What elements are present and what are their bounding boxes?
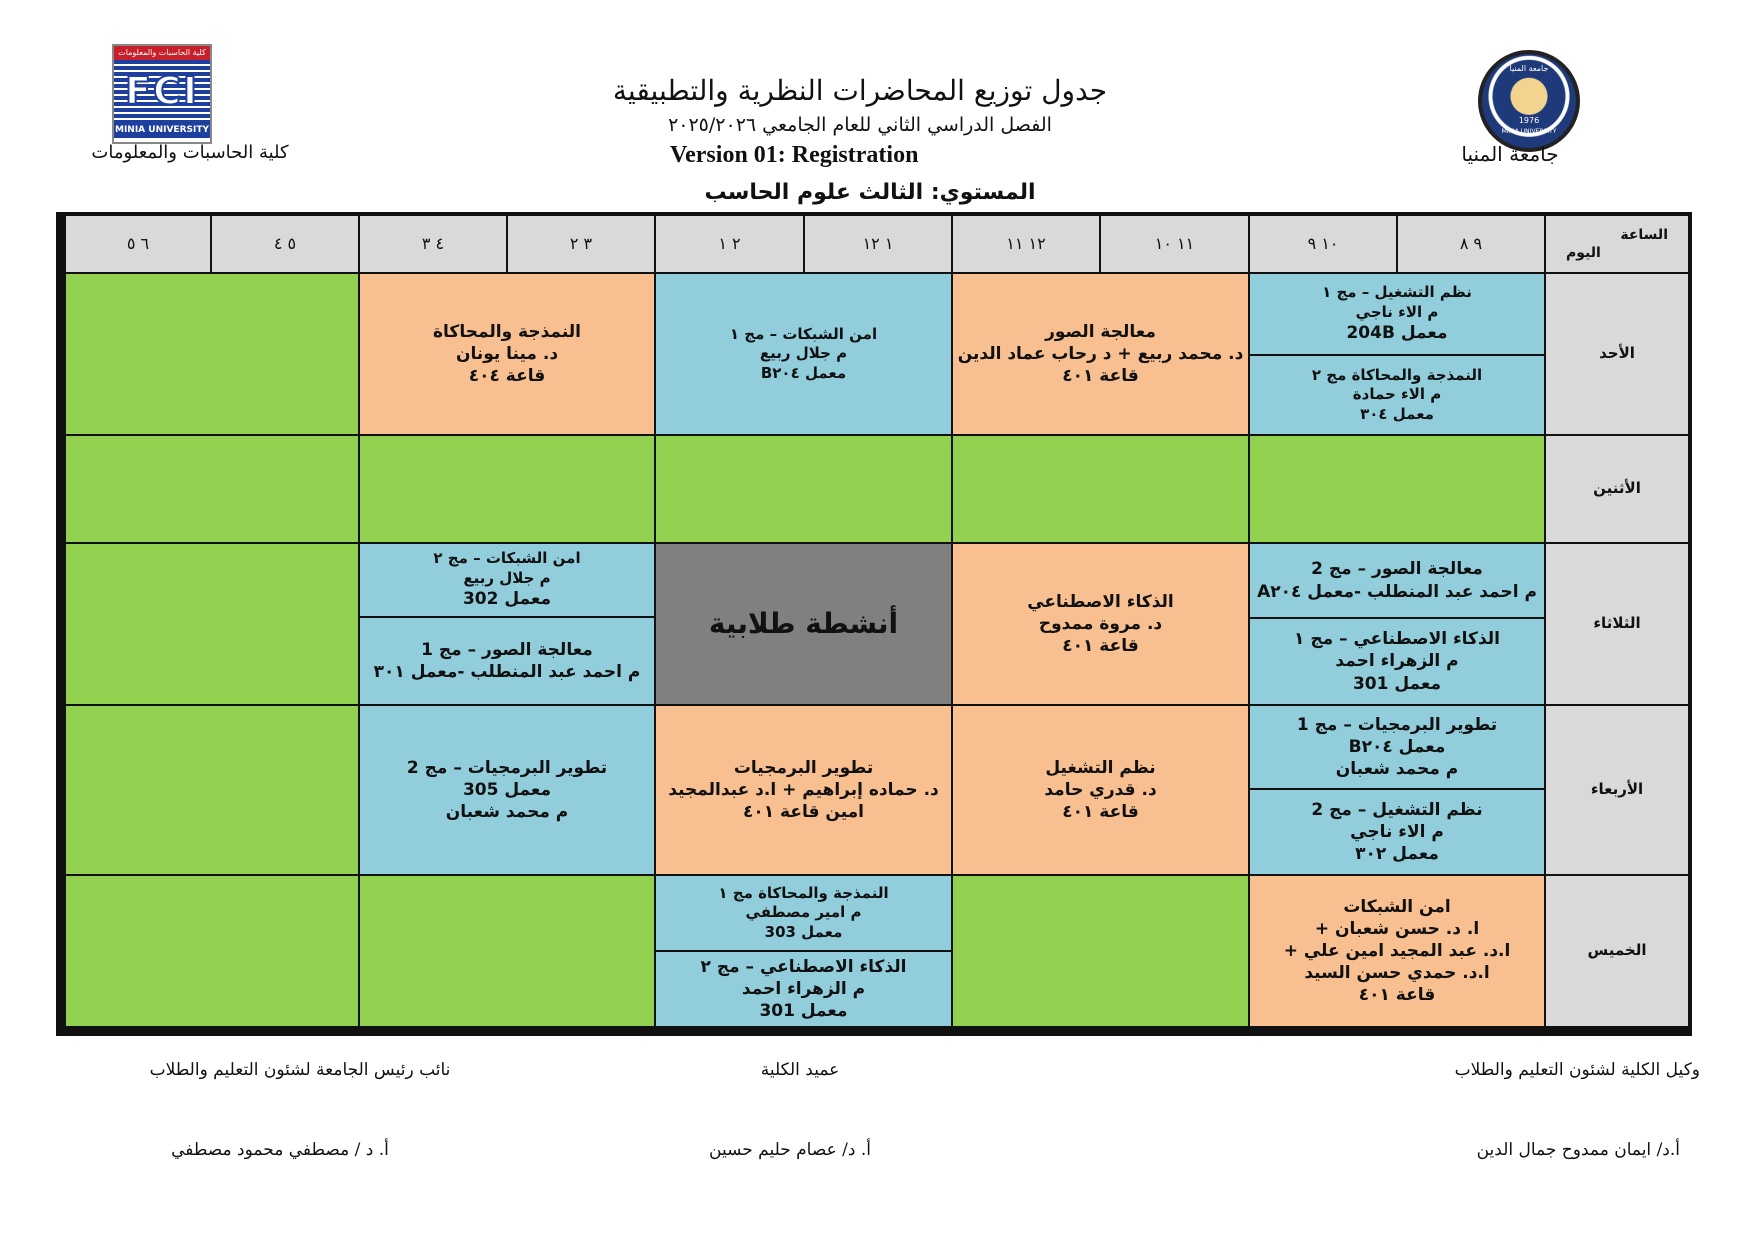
level-label: المستوي: الثالث علوم الحاسب — [704, 180, 1036, 205]
session-thursday-3a: النمذجة والمحاكاة مج ١ م امير مصطفي معمل 303 — [655, 875, 952, 951]
corner-hour: الساعة — [1620, 226, 1668, 243]
time-slot-header: ٦ ٥ — [65, 215, 211, 273]
session-wednesday-2: نظم التشغيل د. قدري حامد قاعة ٤٠١ — [952, 705, 1249, 875]
empty-slot — [1249, 435, 1545, 543]
time-slot-header: ٥ ٤ — [211, 215, 359, 273]
day-sunday: الأحد — [1545, 273, 1689, 435]
time-slot-header: ١١ ١٠ — [1100, 215, 1249, 273]
session-sunday-1a: نظم التشغيل – مج ١ م الاء ناجي معمل 204B — [1249, 273, 1545, 355]
college-name: كلية الحاسبات والمعلومات — [91, 142, 289, 163]
session-thursday-1: امن الشبكات ا. د. حسن شعبان + ا.د. عبد المجيد امين علي + ا.د. حمدي حسن السيد قاعة ٤٠١ — [1249, 875, 1545, 1027]
empty-slot — [952, 435, 1249, 543]
uni-logo-bottom: MINIA UNIVERSITY — [1501, 128, 1557, 135]
version-label: Version 01: Registration — [670, 142, 919, 168]
empty-slot — [359, 875, 655, 1027]
time-slot-header: ٢ ١ — [655, 215, 804, 273]
page-subtitle: الفصل الدراسي الثاني للعام الجامعي ٢٠٢٥/٢٠٢٦ — [668, 114, 1052, 136]
uni-logo-top: جامعة المنيا — [1509, 64, 1549, 73]
fci-logo-letters: FCI — [125, 69, 199, 113]
empty-slot — [65, 273, 359, 435]
session-tuesday-4a: امن الشبكات – مج ٢ م جلال ربيع معمل 302 — [359, 543, 655, 617]
empty-slot — [952, 875, 1249, 1027]
fci-logo — [112, 44, 212, 144]
session-wednesday-1b: نظم التشغيل – مج 2 م الاء ناجي معمل ٣٠٢ — [1249, 789, 1545, 875]
corner-cell — [1545, 215, 1689, 273]
time-slot-header: ٤ ٣ — [359, 215, 507, 273]
empty-slot — [359, 435, 655, 543]
dean-name: أ. د/ عصام حليم حسين — [709, 1140, 871, 1160]
vp-title: نائب رئيس الجامعة لشئون التعليم والطلاب — [149, 1060, 451, 1080]
empty-slot — [65, 875, 359, 1027]
vice-dean-name: أ.د/ ايمان ممدوح جمال الدين — [1476, 1140, 1680, 1160]
dean-title: عميد الكلية — [760, 1060, 840, 1080]
time-slot-header: ١ ١٢ — [804, 215, 952, 273]
empty-slot — [65, 543, 359, 705]
time-slot-header: ١٢ ١١ — [952, 215, 1100, 273]
session-wednesday-3: تطوير البرمجيات د. حماده إبراهيم + ا.د عبدالمجيد امين قاعة ٤٠١ — [655, 705, 952, 875]
session-sunday-2: معالجة الصور د. محمد ربيع + د رحاب عماد الدين قاعة ٤٠١ — [952, 273, 1249, 435]
day-thursday: الخميس — [1545, 875, 1689, 1027]
session-tuesday-4b: معالجة الصور – مج 1 م احمد عبد المنطلب -معمل ٣٠١ — [359, 617, 655, 705]
university-logo — [1478, 50, 1580, 152]
session-tuesday-2: الذكاء الاصطناعي د. مروة ممدوح قاعة ٤٠١ — [952, 543, 1249, 705]
student-activities-block: أنشطة طلابية — [655, 543, 952, 705]
session-sunday-1b: النمذجة والمحاكاة مج ٢ م الاء حمادة معمل ٣٠٤ — [1249, 355, 1545, 435]
time-slot-header: ٩ ٨ — [1397, 215, 1545, 273]
university-name: جامعة المنيا — [1461, 142, 1559, 166]
uni-logo-year: 1976 — [1518, 116, 1540, 125]
fci-logo-top: كلية الحاسبات والمعلومات — [114, 46, 210, 60]
session-tuesday-1b: الذكاء الاصطناعي – مج ١ م الزهراء احمد معمل 301 — [1249, 618, 1545, 705]
day-wednesday: الأربعاء — [1545, 705, 1689, 875]
day-tuesday: الثلاثاء — [1545, 543, 1689, 705]
empty-slot — [65, 705, 359, 875]
day-monday: الأثنين — [1545, 435, 1689, 543]
session-sunday-4: النمذجة والمحاكاة د. مينا يونان قاعة ٤٠٤ — [359, 273, 655, 435]
session-sunday-3: امن الشبكات – مج ١ م جلال ربيع معمل B٢٠٤ — [655, 273, 952, 435]
session-thursday-3b: الذكاء الاصطناعي – مج ٢ م الزهراء احمد معمل 301 — [655, 951, 952, 1027]
session-wednesday-4: تطوير البرمجيات – مج 2 معمل 305 م محمد شعبان — [359, 705, 655, 875]
vice-dean-title: وكيل الكلية لشئون التعليم والطلاب — [1454, 1060, 1700, 1080]
time-slot-header: ٣ ٢ — [507, 215, 655, 273]
empty-slot — [65, 435, 359, 543]
fci-logo-bottom: MINIA UNIVERSITY — [114, 122, 210, 138]
vp-name: أ. د / مصطفي محمود مصطفي — [171, 1140, 389, 1160]
session-tuesday-1a: معالجة الصور – مج 2 م احمد عبد المنطلب -معمل A٢٠٤ — [1249, 543, 1545, 618]
corner-day: اليوم — [1566, 245, 1601, 261]
empty-slot — [655, 435, 952, 543]
page-title: جدول توزيع المحاضرات النظرية والتطبيقية — [612, 74, 1108, 107]
time-slot-header: ١٠ ٩ — [1249, 215, 1397, 273]
session-wednesday-1a: تطوير البرمجيات – مج 1 معمل B٢٠٤ م محمد شعبان — [1249, 705, 1545, 789]
timetable — [56, 212, 1692, 1036]
